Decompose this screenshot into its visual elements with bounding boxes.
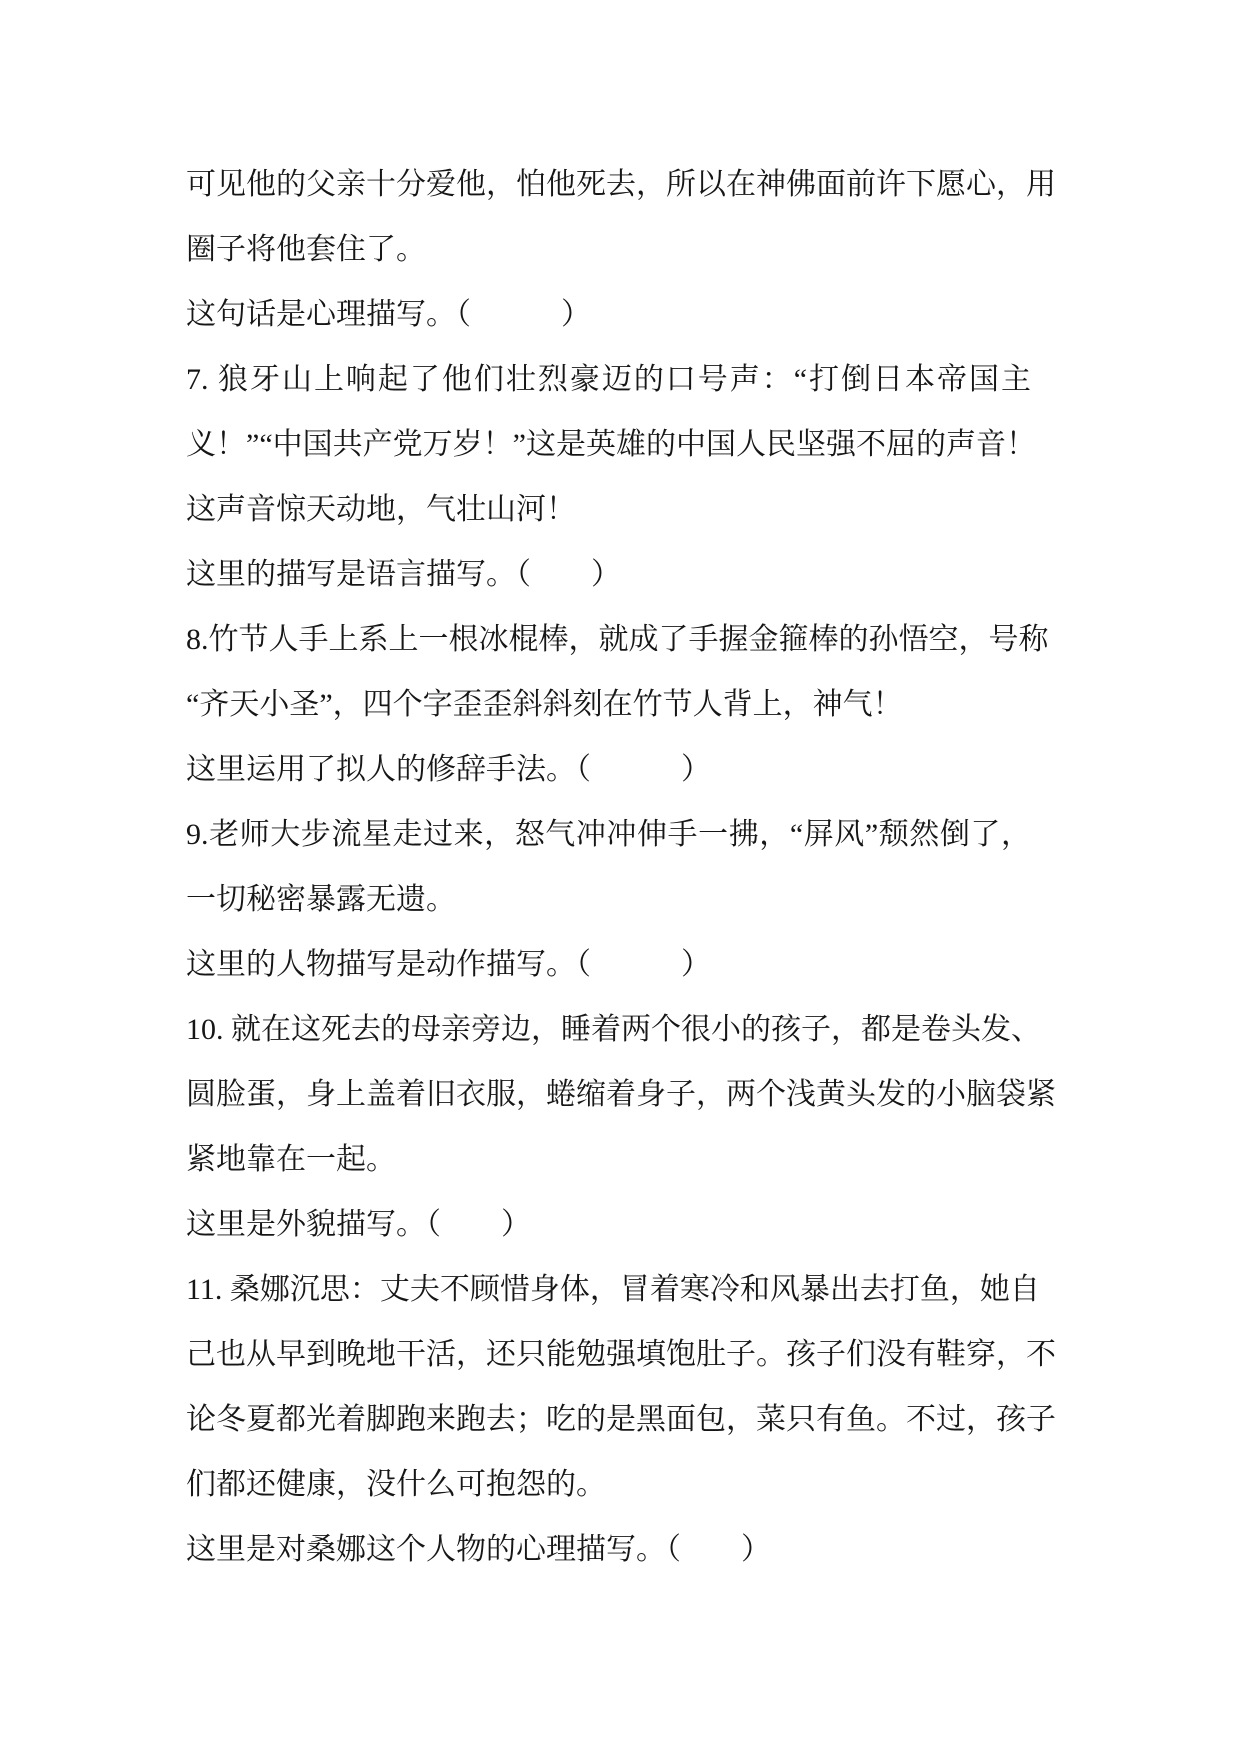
question-10-line: 10. 就在这死去的母亲旁边，睡着两个很小的孩子，都是卷头发、 xyxy=(186,1013,1041,1046)
statement-line-answer-blank: 这里是外貌描写。（ ） xyxy=(186,1208,531,1241)
question-8-line: “齐天小圣”，四个字歪歪斜斜刻在竹节人背上，神气！ xyxy=(186,688,903,721)
question-11-line: 己也从早到晚地干活，还只能勉强填饱肚子。孩子们没有鞋穿，不 xyxy=(186,1338,1056,1371)
document-text-block xyxy=(186,152,1056,1582)
statement-line-answer-blank: 这句话是心理描写。（ ） xyxy=(186,298,591,331)
question-9-line: 一切秘密暴露无遗。 xyxy=(186,883,456,916)
question-10-line: 圆脸蛋，身上盖着旧衣服，蜷缩着身子，两个浅黄头发的小脑袋紧 xyxy=(186,1078,1056,1111)
statement-line-answer-blank: 这里的人物描写是动作描写。（ ） xyxy=(186,948,711,981)
question-9-line: 9.老师大步流星走过来，怒气冲冲伸手一拂，“屏风”颓然倒了， xyxy=(186,818,1031,851)
question-8-line: 8.竹节人手上系上一根冰棍棒，就成了手握金箍棒的孙悟空，号称 xyxy=(186,623,1049,656)
statement-line-answer-blank: 这里是对桑娜这个人物的心理描写。（ ） xyxy=(186,1533,771,1566)
question-7-line: 义！”“中国共产党万岁！”这是英雄的中国人民坚强不屈的声音！ xyxy=(186,428,1036,461)
statement-line-answer-blank: 这里运用了拟人的修辞手法。（ ） xyxy=(186,753,711,786)
question-11-line: 们都还健康，没什么可抱怨的。 xyxy=(186,1468,606,1501)
text-line: 可见他的父亲十分爱他，怕他死去，所以在神佛面前许下愿心，用 xyxy=(186,168,1056,201)
question-7-line: 7. 狼牙山上响起了他们壮烈豪迈的口号声：“打倒日本帝国主 xyxy=(186,363,1031,396)
text-line: 圈子将他套住了。 xyxy=(186,233,426,266)
question-11-line: 论冬夏都光着脚跑来跑去；吃的是黑面包，菜只有鱼。不过，孩子 xyxy=(186,1403,1056,1436)
question-11-line: 11. 桑娜沉思：丈夫不顾惜身体，冒着寒冷和风暴出去打鱼，她自 xyxy=(186,1273,1040,1306)
statement-line-answer-blank: 这里的描写是语言描写。（ ） xyxy=(186,558,621,591)
question-7-line: 这声音惊天动地，气壮山河！ xyxy=(186,493,576,526)
question-10-line: 紧地靠在一起。 xyxy=(186,1143,396,1176)
